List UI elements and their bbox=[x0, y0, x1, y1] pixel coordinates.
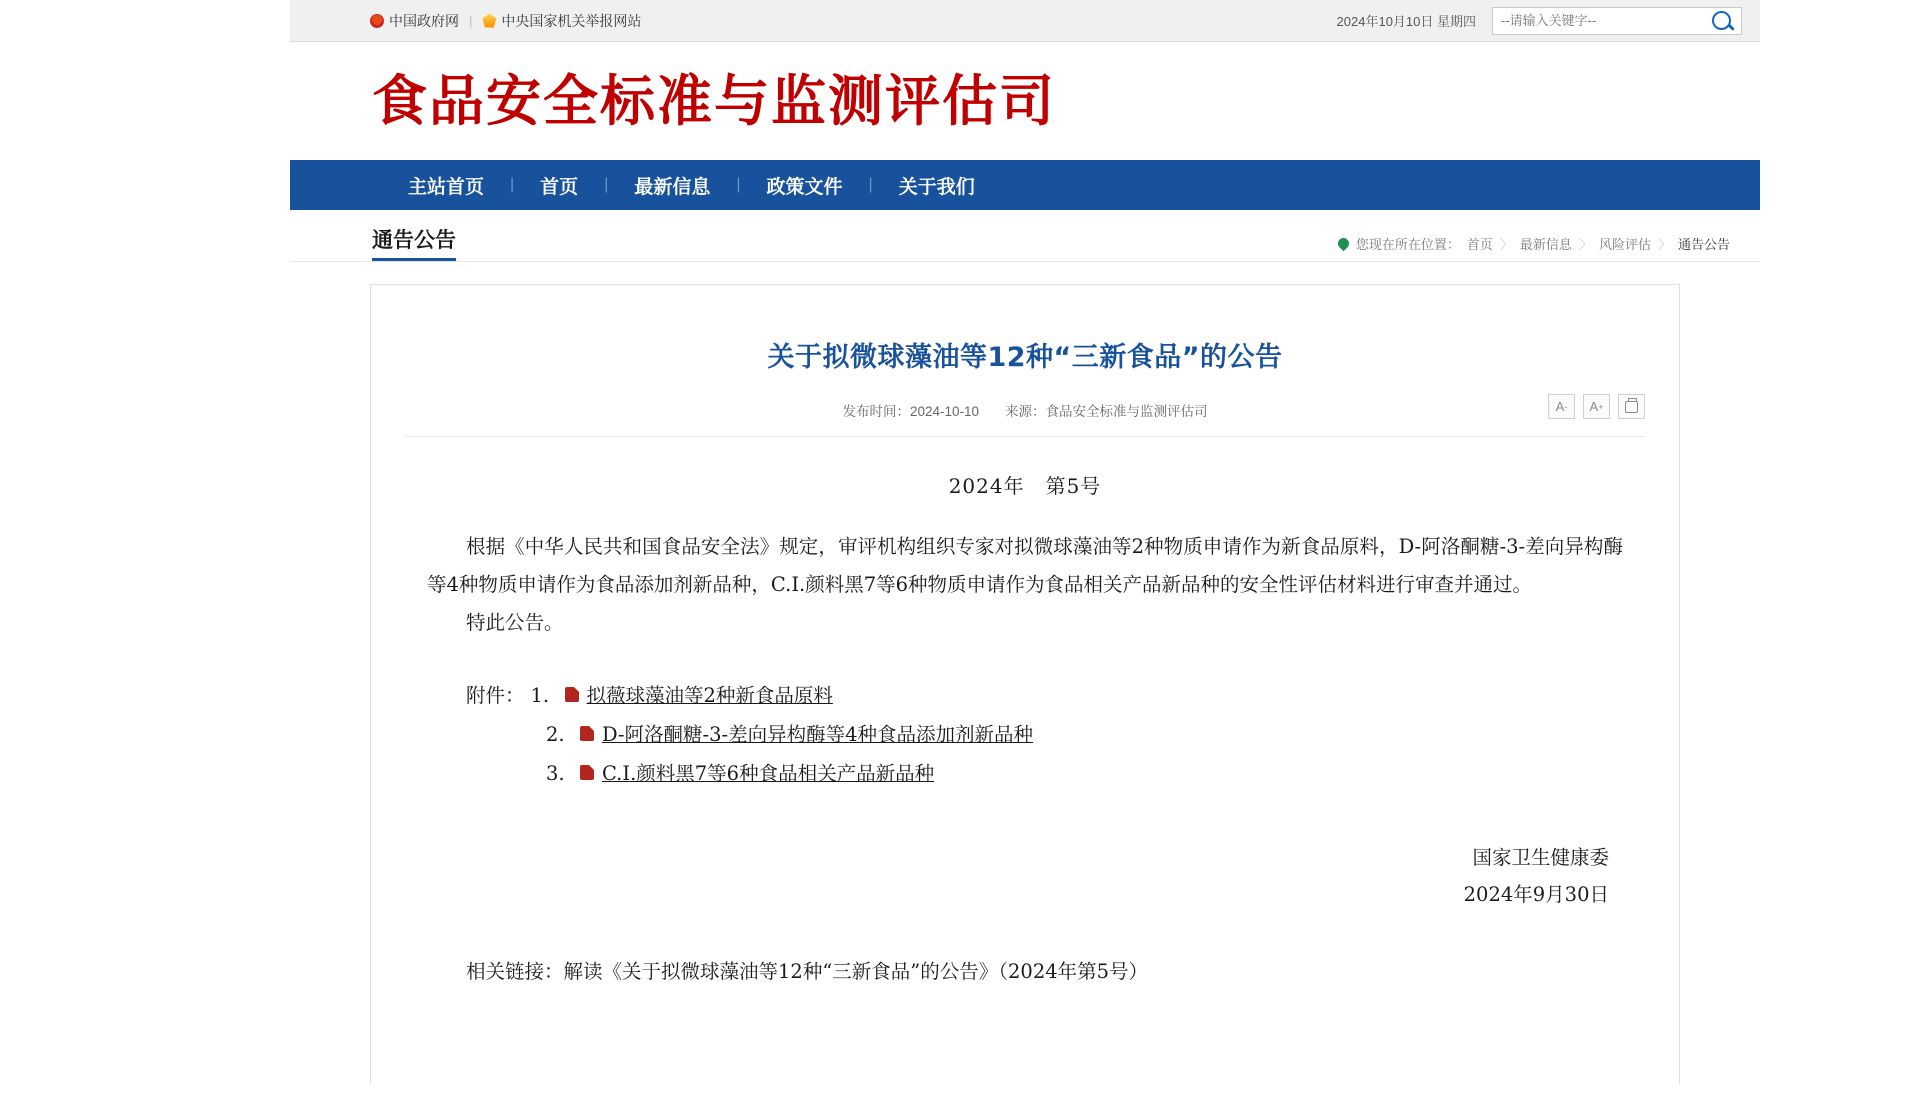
top-link-report-label: 中央国家机关举报网站 bbox=[501, 12, 642, 29]
article-card bbox=[370, 284, 1680, 1084]
attachment-row bbox=[466, 754, 1623, 793]
signature-date: 2024年9月30日 bbox=[1463, 883, 1609, 907]
signature-organization: 国家卫生健康委 bbox=[1472, 846, 1609, 870]
breadcrumb-prefix: 您现在所在位置： bbox=[1355, 237, 1460, 252]
nav-separator: | bbox=[604, 176, 609, 193]
attachments-label: 附件： bbox=[466, 684, 525, 708]
attachments-block bbox=[427, 676, 1623, 793]
attachment-link[interactable]: D-阿洛酮糖-3-差向异构酶等4种食品添加剂新品种 bbox=[601, 723, 1034, 747]
nav-separator: | bbox=[736, 176, 741, 193]
pdf-icon bbox=[580, 726, 594, 741]
top-link-gov[interactable] bbox=[370, 11, 459, 31]
printer-icon bbox=[1625, 401, 1638, 413]
article-body bbox=[405, 467, 1645, 991]
search-input[interactable] bbox=[1493, 8, 1701, 34]
publish-label: 发布时间： bbox=[842, 404, 910, 419]
font-increase-label: A bbox=[1589, 399, 1599, 414]
attachment-index: 3. bbox=[545, 762, 565, 786]
nav-item-policy-documents[interactable]: 政策文件 bbox=[766, 176, 843, 198]
site-title-band bbox=[290, 42, 1760, 160]
top-link-gov-label: 中国政府网 bbox=[389, 12, 459, 29]
font-increase-button[interactable] bbox=[1583, 394, 1610, 419]
related-link[interactable]: 解读《关于拟微球藻油等12种“三新食品”的公告》（2024年第5号） bbox=[563, 960, 1149, 984]
article-source bbox=[1005, 400, 1208, 420]
nav-item-main-home[interactable]: 主站首页 bbox=[408, 176, 485, 198]
font-decrease-sup: - bbox=[1564, 401, 1568, 412]
article-tools bbox=[1548, 394, 1645, 419]
attachment-link[interactable]: 拟薇球藻油等2种新食品原料 bbox=[586, 684, 833, 708]
publish-date: 2024-10-10 bbox=[909, 404, 980, 419]
top-bar-right bbox=[1337, 7, 1742, 35]
source-value: 食品安全标准与监测评估司 bbox=[1045, 404, 1208, 419]
signature-block bbox=[427, 839, 1623, 913]
attachment-row bbox=[466, 676, 1623, 715]
related-link-row bbox=[427, 953, 1623, 991]
nav-item-home[interactable]: 首页 bbox=[540, 176, 579, 198]
article-paragraph: 根据《中华人民共和国食品安全法》规定，审评机构组织专家对拟微球藻油等2种物质申请作为新食品原料，D-阿洛酮糖-3-差向异构酶等4种物质申请作为食品添加剂新品种，C.I.颜料黑7等6种物质申请作为食品相关产品新品种的安全性评估材料进行审查并通过。 bbox=[427, 535, 1623, 597]
site-container bbox=[290, 0, 1760, 1120]
font-decrease-label: A bbox=[1555, 399, 1565, 414]
attachment-index: 2. bbox=[545, 723, 565, 747]
font-increase-sup: + bbox=[1598, 401, 1604, 412]
top-link-separator: | bbox=[469, 13, 473, 28]
nav-separator: | bbox=[510, 176, 515, 193]
pdf-icon bbox=[580, 765, 594, 780]
report-shield-icon bbox=[482, 14, 496, 28]
top-bar bbox=[290, 0, 1760, 42]
top-bar-links bbox=[370, 11, 641, 31]
breadcrumb-separator: 〉 bbox=[1499, 237, 1513, 252]
breadcrumb-item-home[interactable]: 首页 bbox=[1466, 237, 1493, 252]
attachment-row bbox=[466, 715, 1623, 754]
print-button[interactable] bbox=[1618, 394, 1645, 419]
column-header bbox=[290, 210, 1760, 262]
location-pin-icon bbox=[1336, 236, 1352, 252]
attachment-index: 1. bbox=[530, 684, 550, 708]
pdf-icon bbox=[565, 687, 579, 702]
breadcrumb-item-risk-assessment[interactable]: 风险评估 bbox=[1598, 237, 1651, 252]
source-label: 来源： bbox=[1005, 404, 1046, 419]
site-title: 食品安全标准与监测评估司 bbox=[372, 68, 1057, 133]
attachment-link[interactable]: C.I.颜料黑7等6种食品相关产品新品种 bbox=[601, 762, 935, 786]
breadcrumb-separator: 〉 bbox=[1657, 237, 1671, 252]
nav-item-about-us[interactable]: 关于我们 bbox=[898, 176, 975, 198]
search-box[interactable] bbox=[1492, 7, 1742, 35]
current-date: 2024年10月10日 星期四 bbox=[1336, 14, 1476, 29]
article-publish-time bbox=[842, 400, 979, 420]
nav-item-latest-news[interactable]: 最新信息 bbox=[634, 176, 711, 198]
font-decrease-button[interactable] bbox=[1548, 394, 1575, 419]
search-icon bbox=[1712, 11, 1731, 30]
page-margin-left bbox=[0, 0, 290, 1120]
breadcrumb-item-latest-news[interactable]: 最新信息 bbox=[1519, 237, 1572, 252]
search-button[interactable] bbox=[1701, 8, 1741, 34]
article-paragraph: 特此公告。 bbox=[466, 611, 564, 635]
article-meta bbox=[842, 400, 1207, 420]
breadcrumb bbox=[1338, 234, 1730, 261]
related-link-label: 相关链接： bbox=[466, 960, 564, 984]
main-nav bbox=[290, 160, 1760, 210]
article-title: 关于拟微球藻油等12种“三新食品”的公告 bbox=[767, 342, 1283, 373]
page-title: 通告公告 bbox=[372, 228, 456, 261]
document-number: 2024年 第5号 bbox=[948, 474, 1102, 498]
gov-emblem-icon bbox=[370, 14, 384, 28]
top-link-report[interactable] bbox=[482, 11, 641, 31]
article-meta-row bbox=[405, 400, 1645, 437]
breadcrumb-separator: 〉 bbox=[1578, 237, 1592, 252]
breadcrumb-item-current: 通告公告 bbox=[1677, 237, 1730, 252]
nav-separator: | bbox=[868, 176, 873, 193]
